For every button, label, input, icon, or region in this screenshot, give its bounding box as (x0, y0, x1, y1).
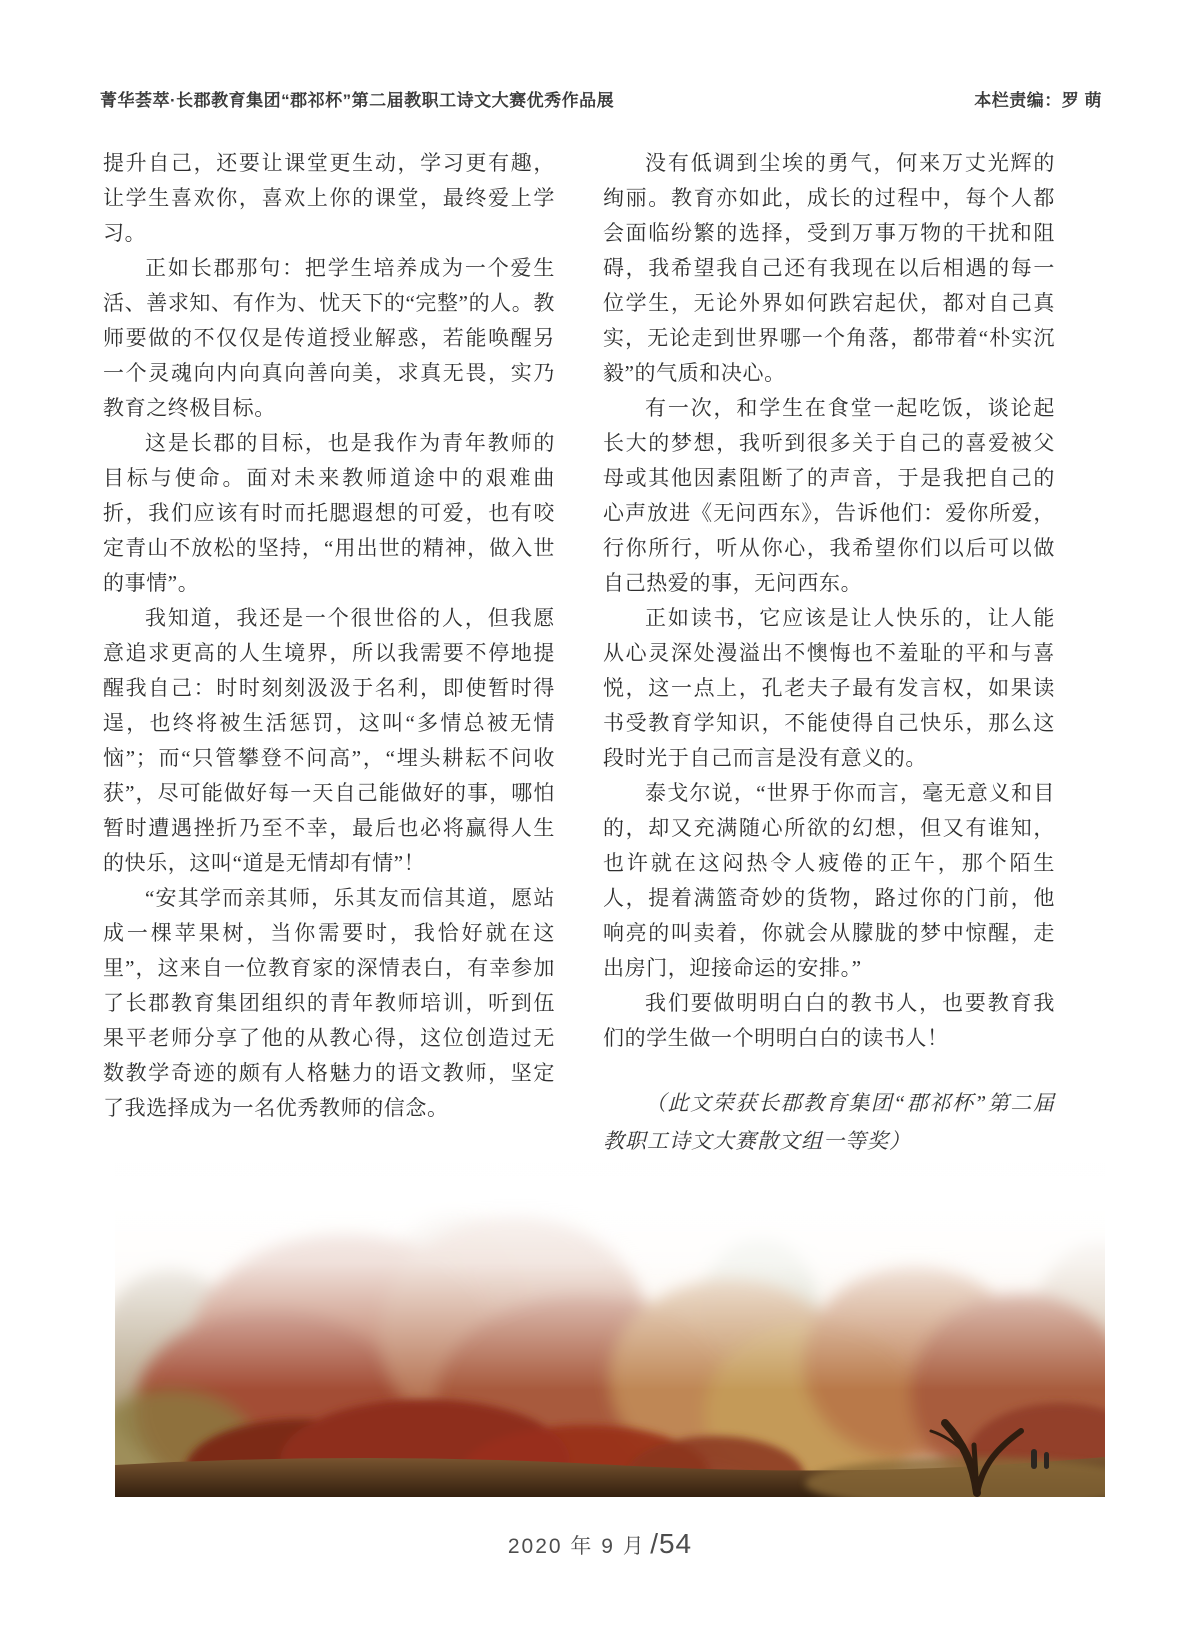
paragraph: 正如读书，它应该是让人快乐的，让人能从心灵深处漫溢出不懊悔也不羞耻的平和与喜悦，这一点上，孔老夫子最有发言权，如果读书受教育学知识，不能使得自己快乐，那么这段时光于自己而言是没有意义的。 (603, 606, 1055, 770)
page-footer (0, 1528, 1200, 1560)
paragraph: 提升自己，还要让课堂更生动，学习更有趣，让学生喜欢你，喜欢上你的课堂，最终爱上学习。 (103, 151, 555, 245)
column-title: 菁华荟萃·长郡教育集团“郡祁杯”第二届教职工诗文大赛优秀作品展 (100, 91, 615, 110)
paragraph: 我们要做明明白白的教书人，也要教育我们的学生做一个明明白白的读书人！ (603, 991, 1055, 1050)
right-column-paragraphs (603, 146, 1055, 1056)
paragraph: 没有低调到尘埃的勇气，何来万丈光辉的绚丽。教育亦如此，成长的过程中，每个人都会面临纷繁的选择，受到万事万物的干扰和阻碍，我希望我自己还有我现在以后相遇的每一位学生，无论外界如何跌宕起伏，都对自己真实，无论走到世界哪一个角落，都带着“朴实沉毅”的气质和决心。 (603, 151, 1055, 385)
footer-page-number: /54 (650, 1528, 693, 1559)
paragraph: 正如长郡那句：把学生培养成为一个爱生活、善求知、有作为、忧天下的“完整”的人。教师要做的不仅仅是传道授业解惑，若能唤醒另一个灵魂向内向真向善向美，求真无畏，实乃教育之终极目标。 (103, 256, 555, 420)
right-column (603, 146, 1055, 1181)
paragraph: 泰戈尔说，“世界于你而言，毫无意义和目的，却又充满随心所欲的幻想，但又有谁知，也许就在这闷热令人疲倦的正午，那个陌生人，提着满篮奇妙的货物，路过你的门前，他响亮的叫卖着，你就会从朦胧的梦中惊醒，走出房门，迎接命运的安排。” (603, 781, 1055, 980)
paragraph: 我知道，我还是一个很世俗的人，但我愿意追求更高的人生境界，所以我需要不停地提醒我自己：时时刻刻汲汲于名利，即使暂时得逞，也终将被生活惩罚，这叫“多情总被无情恼”；而“只管攀登不问高”，“埋头耕耘不问收获”，尽可能做好每一天自己能做好的事，哪怕暂时遭遇挫折乃至不幸，最后也必将赢得人生的快乐，这叫“道是无情却有情”！ (103, 606, 555, 875)
autumn-trees-photo (115, 1163, 1105, 1497)
paragraph: 有一次，和学生在食堂一起吃饭，谈论起长大的梦想，我听到很多关于自己的喜爱被父母或其他因素阻断了的声音，于是我把自己的心声放进《无问西东》，告诉他们：爱你所爱，行你所行，听从你心，我希望你们以后可以做自己热爱的事，无问西东。 (603, 396, 1055, 595)
award-note: （此文荣获长郡教育集团“郡祁杯”第二届教职工诗文大赛散文组一等奖） (603, 1091, 1055, 1153)
page-header (100, 86, 1102, 111)
paragraph: “安其学而亲其师，乐其友而信其道，愿站成一棵苹果树，当你需要时，我恰好就在这里”，这来自一位教育家的深情表白，有幸参加了长郡教育集团组织的青年教师培训，听到伍果平老师分享了他的从教心得，这位创造过无数教学奇迹的颇有人格魅力的语文教师，坚定了我选择成为一名优秀教师的信念。 (103, 886, 555, 1120)
paragraph: 这是长郡的目标，也是我作为青年教师的目标与使命。面对未来教师道途中的艰难曲折，我们应该有时而托腮遐想的可爱，也有咬定青山不放松的坚持，“用出世的精神，做入世的事情”。 (103, 431, 555, 595)
left-column-paragraphs (103, 146, 555, 1126)
left-column (103, 146, 555, 1223)
footer-date: 2020 年 9 月 (507, 1535, 646, 1558)
autumn-trees-illustration (115, 1163, 1105, 1497)
editor-credit: 本栏责编：罗 萌 (974, 91, 1102, 110)
